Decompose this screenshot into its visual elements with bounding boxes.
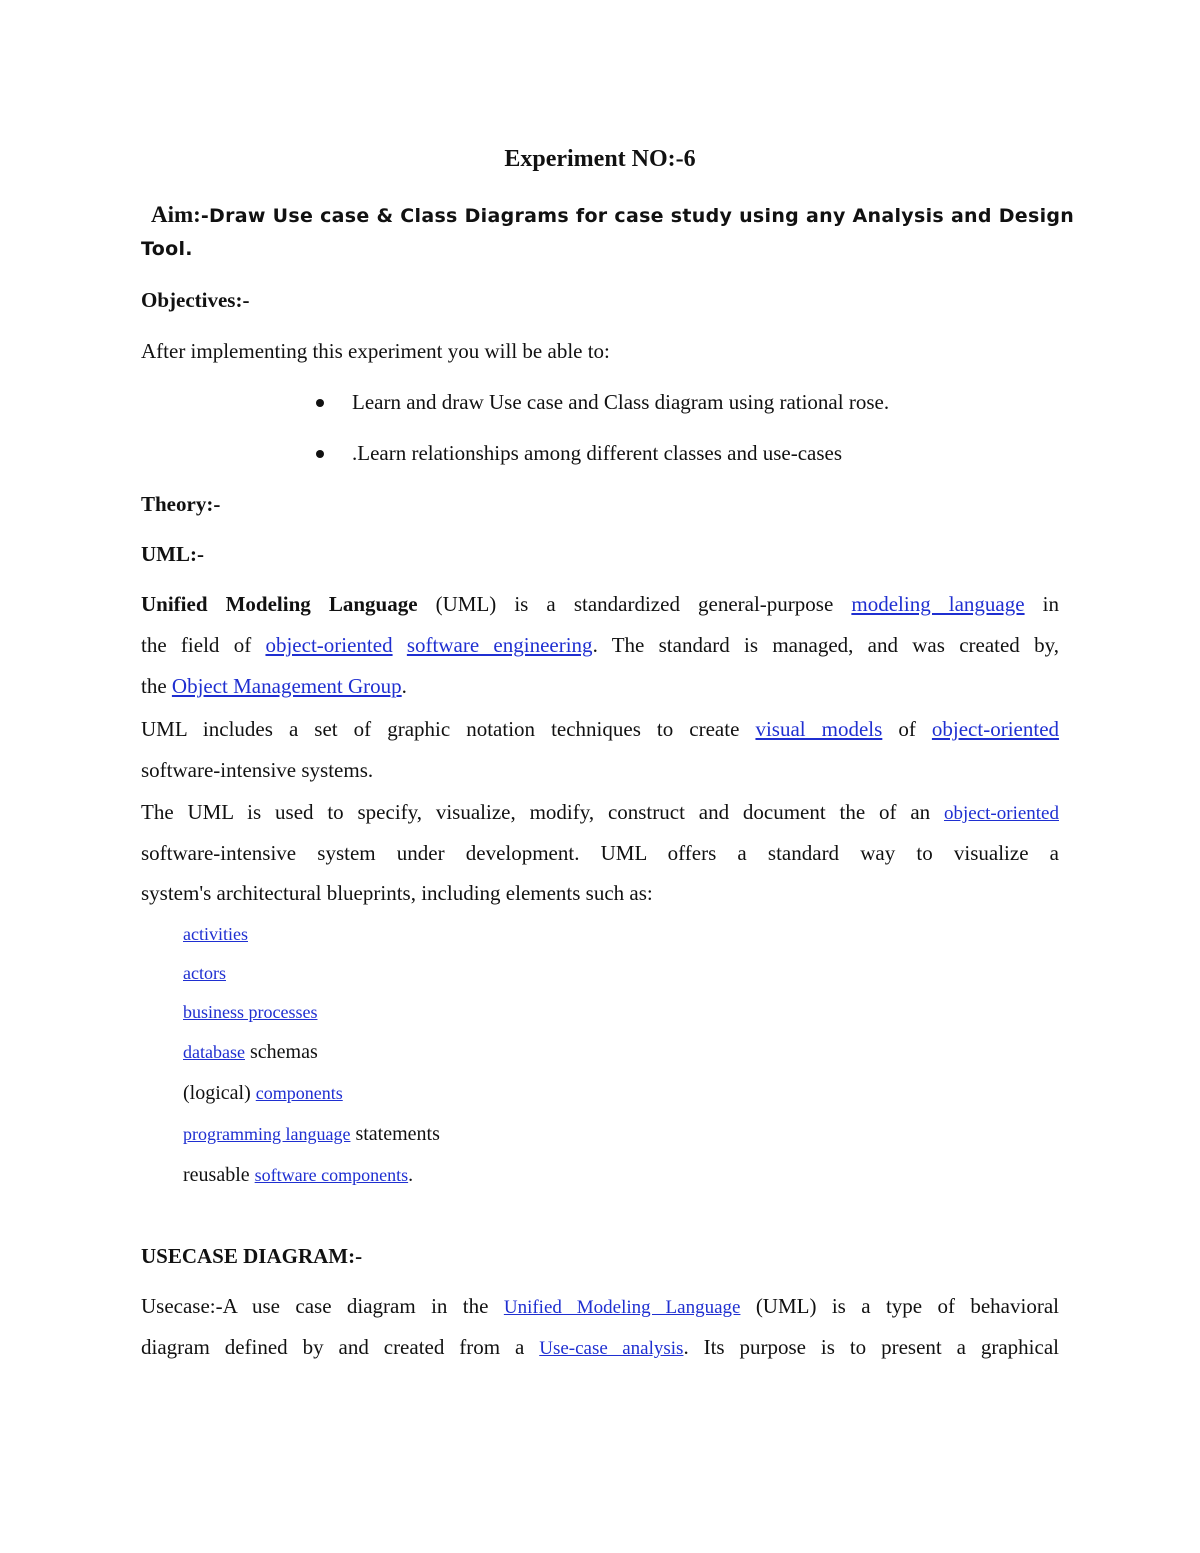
uml-para3-line3: system's architectural blueprints, including elements such as:: [141, 881, 653, 905]
list-item: [183, 959, 226, 987]
link-actors[interactable]: actors: [183, 963, 226, 983]
aim-line-2: [141, 234, 1059, 263]
link-object-oriented[interactable]: object-oriented: [943, 803, 1059, 824]
link-modeling-language[interactable]: modeling language: [851, 592, 1025, 616]
objectives-heading: Objectives:-: [141, 288, 250, 312]
link-software-engineering[interactable]: software engineering: [406, 633, 593, 657]
link-activities[interactable]: activities: [183, 924, 248, 944]
text-span: in: [1024, 592, 1059, 616]
aim-label: Aim:: [151, 202, 201, 227]
link-components[interactable]: components: [255, 1083, 343, 1103]
text-span: .: [401, 674, 407, 698]
bullet-icon: [316, 399, 324, 407]
link-object-oriented[interactable]: object-oriented: [265, 633, 393, 657]
link-visual-models[interactable]: visual models: [755, 717, 883, 741]
text-span: Usecase:-A use case diagram in the: [141, 1294, 504, 1318]
list-item: [183, 920, 248, 948]
usecase-para-line1: [141, 1292, 1059, 1322]
objective-bullet-2: .Learn relationships among different classes and use-cases: [352, 441, 843, 465]
text-span: (UML) is a standardized general-purpose: [417, 592, 852, 616]
text-span: . The standard is managed, and was created by,: [592, 633, 1059, 657]
text-span: UML includes a set of graphic notation techniques to create: [141, 717, 756, 741]
text-span: reusable: [183, 1164, 255, 1186]
uml-para1-line2: [141, 631, 1059, 659]
aim-text: -Draw Use case & Class Diagrams for case study using any Analysis and Design: [200, 205, 1075, 227]
uml-term: Unified Modeling Language: [141, 592, 418, 616]
uml-para2-line1: [141, 715, 1059, 743]
aim-line-1: [141, 201, 1075, 230]
list-item: [183, 1120, 440, 1148]
uml-para1-line3: [141, 672, 1059, 700]
aim-text-cont: Tool.: [141, 238, 193, 260]
link-unified-modeling-language[interactable]: Unified Modeling Language: [503, 1297, 741, 1318]
link-programming-language[interactable]: programming language: [183, 1124, 351, 1144]
bullet-icon: [316, 450, 324, 458]
usecase-para-line2: [141, 1333, 1059, 1363]
uml-para3-line1: [141, 798, 1059, 828]
text-span: the: [141, 674, 172, 698]
text-span: (logical): [183, 1082, 256, 1104]
link-software-components[interactable]: software components: [254, 1165, 409, 1185]
theory-heading: Theory:-: [141, 492, 221, 516]
page-title: Experiment NO:-6: [504, 146, 696, 172]
list-item: [183, 998, 317, 1026]
usecase-heading: USECASE DIAGRAM:-: [141, 1244, 363, 1268]
text-span: diagram defined by and created from a: [141, 1335, 540, 1359]
uml-para2-line2: software-intensive systems.: [141, 758, 374, 782]
list-item: [183, 1038, 318, 1066]
text-span: . Its purpose is to present a graphical: [683, 1335, 1059, 1359]
text-span: The UML is used to specify, visualize, modify, construct and document the of an: [141, 800, 944, 824]
text-span: .: [408, 1164, 414, 1186]
text-span: (UML) is a type of behavioral: [740, 1294, 1059, 1318]
link-object-management-group[interactable]: Object Management Group: [171, 674, 402, 698]
text-span: the field of: [141, 633, 266, 657]
uml-para1-line1: [141, 590, 1059, 618]
uml-para3-line2: software-intensive system under development. UML offers a standard way to visualize a: [141, 841, 1059, 865]
objectives-intro: After implementing this experiment you will be able to:: [141, 339, 610, 363]
link-business-processes[interactable]: business processes: [183, 1002, 318, 1022]
link-database[interactable]: database: [183, 1042, 245, 1062]
text-span: schemas: [244, 1041, 318, 1063]
list-item: [183, 1161, 413, 1189]
text-span: statements: [350, 1123, 440, 1145]
uml-heading: UML:-: [141, 542, 204, 566]
link-use-case-analysis[interactable]: Use-case analysis: [539, 1338, 684, 1359]
objective-bullet-1: Learn and draw Use case and Class diagram using rational rose.: [352, 390, 890, 414]
text-span: of: [882, 717, 932, 741]
list-item: [183, 1079, 343, 1107]
link-object-oriented[interactable]: object-oriented: [931, 717, 1060, 741]
